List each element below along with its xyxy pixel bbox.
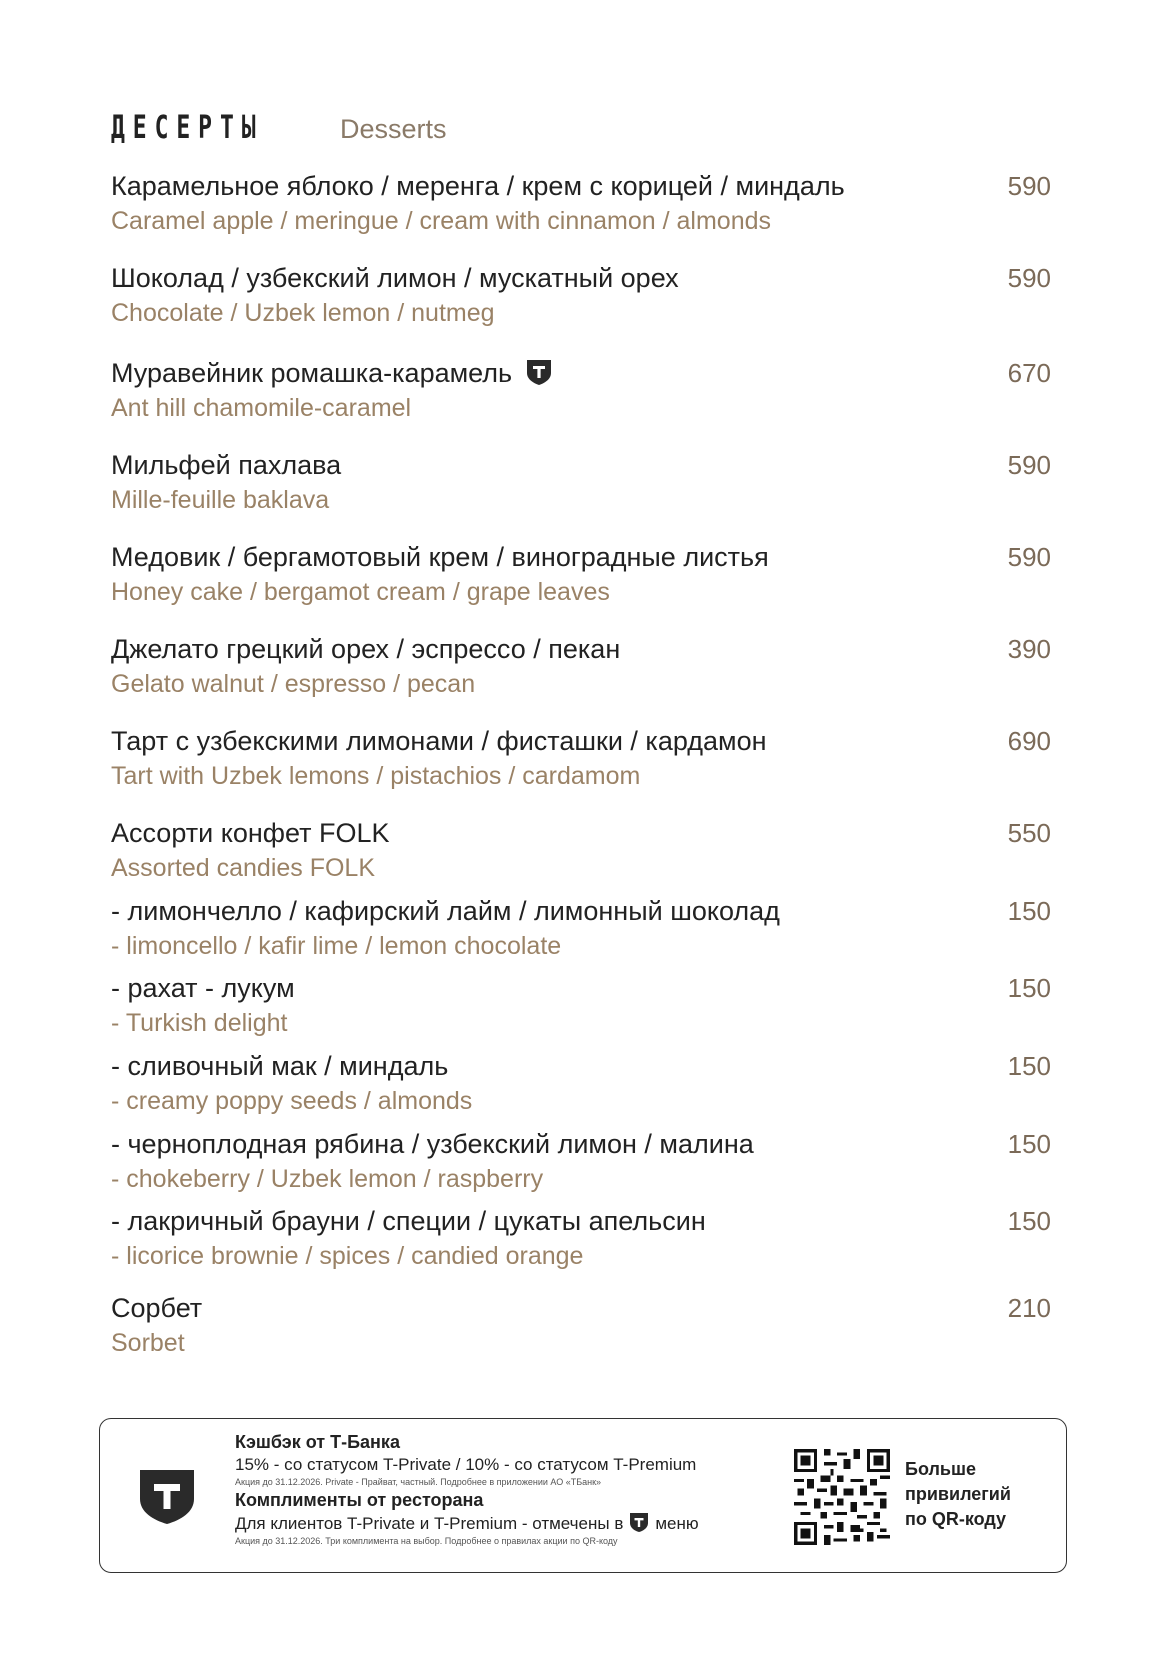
t-bank-shield-icon [629, 1512, 649, 1533]
compliments-line-end: меню [655, 1514, 699, 1533]
qr-caption [905, 1457, 1055, 1532]
compliments-note: Акция до 31.12.2026. Три комплимента на выбор. Подробнее о правилах акции по QR-коду [235, 1536, 618, 1546]
cashback-title: Кэшбэк от Т-Банка [235, 1432, 400, 1452]
item-name-en: Caramel apple / meringue / cream with cinnamon / almonds [111, 207, 772, 235]
item-price: 590 [1007, 542, 1051, 572]
menu-subitem [111, 970, 1051, 1040]
item-name-en: Gelato walnut / espresso / pecan [111, 670, 476, 698]
item-name-ru: - лакричный брауни / специи / цукаты апельсин [111, 1206, 706, 1236]
section-title-ru: ДЕСЕРТЫ [111, 108, 264, 146]
item-price: 670 [1007, 358, 1051, 388]
item-name-en: Honey cake / bergamot cream / grape leaves [111, 578, 610, 606]
menu-item [111, 260, 1051, 330]
menu-item [111, 447, 1051, 517]
item-name-ru: Ассорти конфет FOLK [111, 818, 390, 848]
item-price: 590 [1007, 450, 1051, 480]
menu-subitem [111, 1048, 1051, 1118]
item-price: 150 [1007, 1129, 1051, 1159]
qr-caption-line: привилегий [905, 1484, 1011, 1504]
menu-subitem [111, 893, 1051, 963]
cashback-line: 15% - со статусом T-Private / 10% - со статусом T-Premium [235, 1455, 697, 1474]
item-price: 590 [1007, 171, 1051, 201]
item-price: 150 [1007, 973, 1051, 1003]
item-name-en: - chokeberry / Uzbek lemon / raspberry [111, 1165, 544, 1193]
menu-item [111, 539, 1051, 609]
item-price: 690 [1007, 726, 1051, 756]
item-name-en: - limoncello / kafir lime / lemon chocolate [111, 932, 562, 960]
qr-caption-line: Больше [905, 1459, 976, 1479]
item-name-ru-row [111, 355, 1051, 391]
item-price: 150 [1007, 896, 1051, 926]
qr-code[interactable] [794, 1449, 890, 1545]
item-name-ru: - рахат - лукум [111, 973, 295, 1003]
compliments-title: Комплименты от ресторана [235, 1490, 484, 1510]
menu-subitem [111, 1126, 1051, 1196]
menu-item [111, 815, 1051, 885]
t-bank-shield-icon [526, 358, 552, 386]
section-header [111, 108, 447, 158]
item-name-en: Ant hill chamomile-caramel [111, 394, 412, 422]
section-title-en: Desserts [340, 114, 447, 144]
item-price: 590 [1007, 263, 1051, 293]
item-name-en: - Turkish delight [111, 1009, 288, 1037]
item-name-ru: Джелато грецкий орех / эспрессо / пекан [111, 634, 621, 664]
promo-text-block [235, 1431, 795, 1548]
item-price: 210 [1007, 1293, 1051, 1323]
item-price: 150 [1007, 1206, 1051, 1236]
menu-item [111, 723, 1051, 793]
item-name-en: Chocolate / Uzbek lemon / nutmeg [111, 299, 495, 327]
item-name-en: - licorice brownie / spices / candied orange [111, 1242, 584, 1270]
cashback-note: Акция до 31.12.2026. Private - Прайват, частный. Подробнее в приложении АО «ТБанк» [235, 1477, 602, 1487]
compliments-line-text: Для клиентов T-Private и T-Premium - отмечены в [235, 1514, 624, 1533]
item-name-en: Mille-feuille baklava [111, 486, 330, 514]
menu-item [111, 1290, 1051, 1360]
item-name-en: Sorbet [111, 1329, 185, 1357]
menu-item [111, 355, 1051, 425]
item-name-ru: Мильфей пахлава [111, 450, 342, 480]
item-name-ru: Тарт с узбекскими лимонами / фисташки / кардамон [111, 726, 767, 756]
item-name-ru: Сорбет [111, 1293, 203, 1323]
item-name-ru: - черноплодная рябина / узбекский лимон / малина [111, 1129, 754, 1159]
item-name-ru: - лимончелло / кафирский лайм / лимонный шоколад [111, 896, 780, 926]
item-name-ru: Медовик / бергамотовый крем / виноградные листья [111, 542, 769, 572]
item-name-ru: - сливочный мак / миндаль [111, 1051, 449, 1081]
t-bank-promo-box [99, 1418, 1067, 1573]
compliments-line [235, 1512, 795, 1535]
item-name-en: Tart with Uzbek lemons / pistachios / cardamom [111, 762, 641, 790]
item-name-ru: Муравейник ромашка-карамель [111, 358, 513, 388]
item-name-ru: Шоколад / узбекский лимон / мускатный орех [111, 263, 679, 293]
qr-caption-line: по QR-коду [905, 1509, 1007, 1529]
menu-subitem [111, 1203, 1051, 1273]
t-bank-shield-icon [138, 1467, 196, 1525]
item-price: 390 [1007, 634, 1051, 664]
item-price: 150 [1007, 1051, 1051, 1081]
menu-item [111, 631, 1051, 701]
menu-item [111, 168, 1051, 238]
item-name-en: Assorted candies FOLK [111, 854, 376, 882]
item-name-en: - creamy poppy seeds / almonds [111, 1087, 473, 1115]
item-name-ru: Карамельное яблоко / меренга / крем с корицей / миндаль [111, 171, 845, 201]
item-price: 550 [1007, 818, 1051, 848]
